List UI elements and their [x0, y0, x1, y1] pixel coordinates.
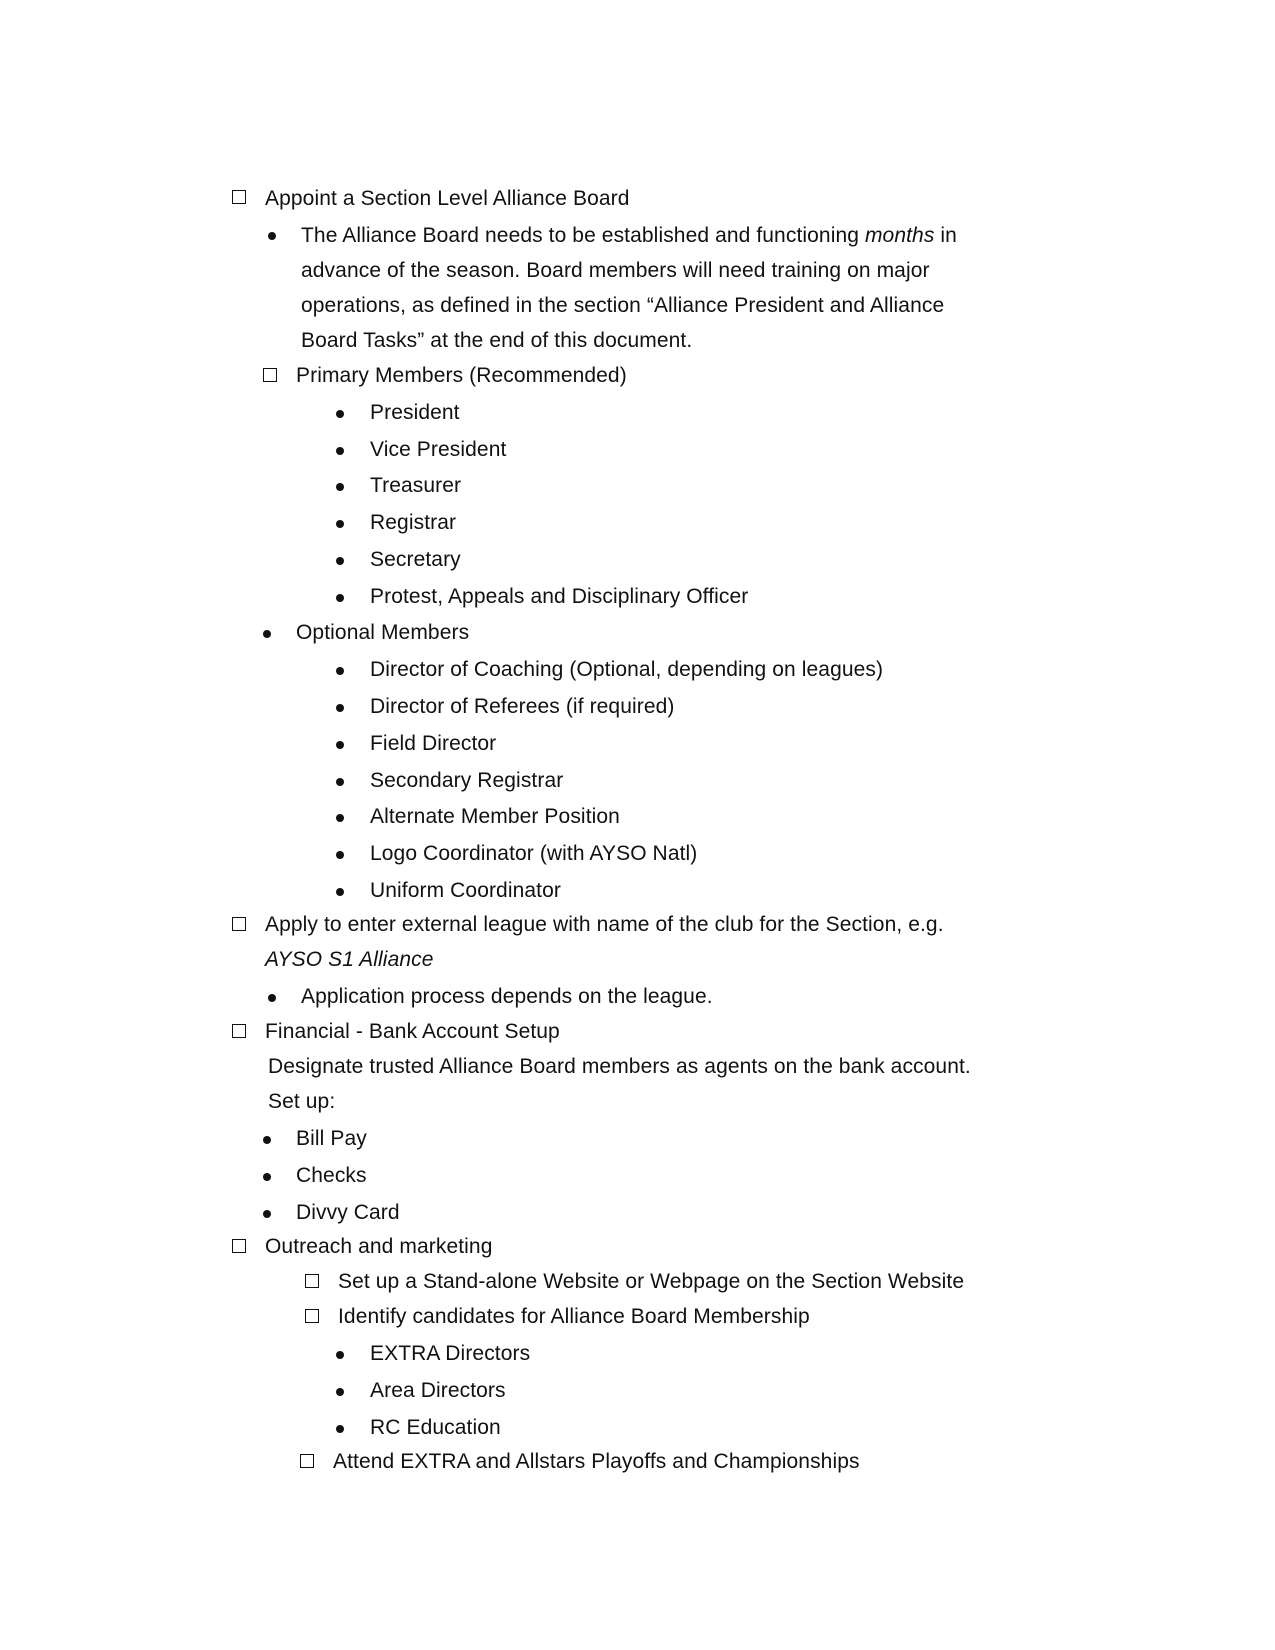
item-appoint-board: Appoint a Section Level Alliance Board — [265, 187, 630, 210]
checkbox-icon[interactable] — [300, 1454, 314, 1468]
bullet-dot-icon — [336, 483, 344, 491]
board-description-line-1: The Alliance Board needs to be established and functioning months in — [301, 224, 957, 247]
bullet-dot-icon — [336, 888, 344, 896]
checkbox-icon[interactable] — [263, 368, 277, 382]
list-item-president: President — [370, 401, 460, 424]
bullet-dot-icon — [336, 1351, 344, 1359]
list-item-bill-pay: Bill Pay — [296, 1127, 367, 1150]
bullet-dot-icon — [336, 778, 344, 786]
list-item-application-process: Application process depends on the league. — [301, 985, 713, 1008]
checkbox-icon[interactable] — [305, 1274, 319, 1288]
list-item-field-director: Field Director — [370, 732, 497, 755]
list-item-director-referees: Director of Referees (if required) — [370, 695, 675, 718]
bank-description: Designate trusted Alliance Board members as agents on the bank account. — [268, 1055, 971, 1078]
list-item-uniform-coordinator: Uniform Coordinator — [370, 879, 561, 902]
item-outreach-marketing: Outreach and marketing — [265, 1235, 493, 1258]
item-setup-website: Set up a Stand-alone Website or Webpage on the Section Website — [338, 1270, 965, 1293]
bullet-dot-icon — [336, 851, 344, 859]
list-item-protest-officer: Protest, Appeals and Disciplinary Officer — [370, 585, 749, 608]
board-description-line-4: Board Tasks” at the end of this document. — [301, 329, 693, 352]
list-item-checks: Checks — [296, 1164, 367, 1187]
bullet-dot-icon — [336, 557, 344, 565]
bullet-dot-icon — [336, 520, 344, 528]
list-item-extra-directors: EXTRA Directors — [370, 1342, 531, 1365]
bullet-dot-icon — [263, 1173, 271, 1181]
bullet-dot-icon — [268, 994, 276, 1002]
bullet-dot-icon — [336, 1388, 344, 1396]
club-name-example: AYSO S1 Alliance — [265, 948, 434, 971]
bullet-dot-icon — [336, 704, 344, 712]
bullet-dot-icon — [263, 630, 271, 638]
bullet-dot-icon — [263, 1136, 271, 1144]
checkbox-icon[interactable] — [232, 190, 246, 204]
checkbox-icon[interactable] — [232, 1239, 246, 1253]
list-item-registrar: Registrar — [370, 511, 457, 534]
list-item-secondary-registrar: Secondary Registrar — [370, 769, 564, 792]
item-primary-members: Primary Members (Recommended) — [296, 364, 627, 387]
list-item-logo-coordinator: Logo Coordinator (with AYSO Natl) — [370, 842, 698, 865]
bullet-dot-icon — [263, 1210, 271, 1218]
bullet-dot-icon — [336, 410, 344, 418]
list-item-area-directors: Area Directors — [370, 1379, 506, 1402]
bullet-dot-icon — [336, 814, 344, 822]
item-financial-bank: Financial - Bank Account Setup — [265, 1020, 560, 1043]
item-optional-members: Optional Members — [296, 621, 470, 644]
list-item-secretary: Secretary — [370, 548, 461, 571]
bullet-dot-icon — [336, 1425, 344, 1433]
board-description-line-2: advance of the season. Board members will need training on major — [301, 259, 930, 282]
bullet-dot-icon — [268, 232, 276, 240]
list-item-vice-president: Vice President — [370, 438, 507, 461]
bullet-dot-icon — [336, 447, 344, 455]
checkbox-icon[interactable] — [232, 1024, 246, 1038]
item-apply-league: Apply to enter external league with name of the club for the Section, e.g. — [265, 913, 944, 936]
list-item-director-coaching: Director of Coaching (Optional, depending on leagues) — [370, 658, 884, 681]
checkbox-icon[interactable] — [305, 1309, 319, 1323]
list-item-treasurer: Treasurer — [370, 474, 462, 497]
setup-label: Set up: — [268, 1090, 336, 1113]
list-item-rc-education: RC Education — [370, 1416, 501, 1439]
bullet-dot-icon — [336, 741, 344, 749]
board-description-line-3: operations, as defined in the section “Alliance President and Alliance — [301, 294, 945, 317]
item-identify-candidates: Identify candidates for Alliance Board Membership — [338, 1305, 810, 1328]
list-item-alternate-member: Alternate Member Position — [370, 805, 620, 828]
item-attend-playoffs: Attend EXTRA and Allstars Playoffs and Championships — [333, 1450, 860, 1473]
checkbox-icon[interactable] — [232, 917, 246, 931]
bullet-dot-icon — [336, 667, 344, 675]
bullet-dot-icon — [336, 594, 344, 602]
list-item-divvy-card: Divvy Card — [296, 1201, 400, 1224]
